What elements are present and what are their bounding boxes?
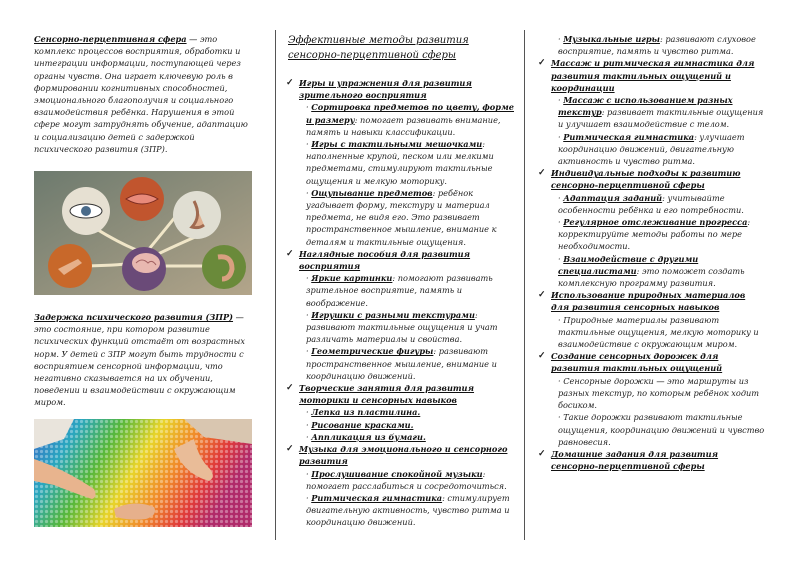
text-run: Массаж с использованием разных текстур	[558, 95, 733, 118]
bullet-visual-aids: Наглядные пособия для развития восприятия	[299, 248, 471, 272]
text-run: : развивают пространственное мышление, внимание и координацию движений.	[306, 346, 497, 381]
text-run: : развивает тактильные ощущения и улучшает взаимодействие с телом.	[558, 107, 764, 130]
text-line: · Сенсорные дорожки — это маршруты из разных текстур, по которым ребёнок ходит босиком.	[558, 375, 760, 411]
bullet-visual-games: Игры и упражнения для развития зрительного восприятия	[299, 78, 472, 101]
text-run: : помогает развивать внимание, память и навыки классификации.	[306, 114, 501, 137]
text-line	[540, 57, 766, 94]
text-run: Рисование красками.	[311, 419, 414, 430]
bullet-music: Музыка для эмоционального и сенсорного развития	[299, 444, 508, 467]
text-line	[540, 350, 766, 374]
senses-illustration	[34, 171, 252, 295]
text-line: · Взаимодействие с другими специалистами: это поможет создать комплексную программу развития.	[558, 253, 745, 289]
column-right	[524, 0, 800, 566]
bullet-individual: Индивидуальные подходы к развитию сенсорно-перцептивной сферы	[551, 168, 741, 191]
bullet-sensory-paths: Создание сенсорных дорожек для развития тактильных ощущений	[551, 351, 723, 374]
text-line: · Игрушки с разными текстурами: развивают тактильные ощущения и учат различать материалы и свойства.	[306, 309, 498, 345]
text-run: : стимулирует двигательную активность, чувство ритма и координацию движений.	[306, 492, 510, 528]
text-run: Сортировка предметов по цвету, форме и размеру	[306, 102, 514, 125]
text-run: Регулярное отслеживание прогресса	[563, 217, 748, 228]
text-run: Игрушки с разными текстурами	[311, 309, 475, 320]
text-line: · Музыкальные игры: развивают слуховое восприятие, память и чувство ритма.	[558, 34, 756, 57]
text-line: · Ритмическая гимнастика: стимулирует двигательную активность, чувство ритма и координацию движений.	[306, 492, 510, 528]
text-run: Адаптация заданий	[563, 192, 663, 203]
bullet-natural: Использование природных материалов для развития сенсорных навыков	[551, 290, 746, 313]
text-line: · Природные материалы развивают тактильные ощущения, мелкую моторику и взаимодействие с окружающим миром.	[558, 314, 759, 350]
text-run: Прослушивание спокойной музыки	[311, 468, 483, 479]
text-run: Яркие картинки	[311, 273, 393, 284]
bullet-creative: Творческие занятия для развития моторики и сенсорных навыков	[299, 383, 475, 406]
text-line	[540, 289, 766, 313]
text-line: · Массаж с использованием разных текстур: развивает тактильные ощущения и улучшает взаимодействие с телом.	[558, 95, 764, 130]
zpr-paragraph	[34, 311, 252, 409]
text-line: · Яркие картинки: помогают развивать зрительное восприятие, память и воображение.	[306, 273, 493, 308]
text-run: : развивают тактильные ощущения и учат различать материалы и свойства.	[306, 309, 498, 345]
ear-bubble	[202, 245, 246, 289]
text-run: Ощупывание предметов	[311, 187, 433, 198]
text-run: : улучшает координацию движений, двигательную активность и чувство ритма.	[558, 131, 745, 167]
text-line: · Ритмическая гимнастика: улучшает координацию движений, двигательную активность и чувство ритма.	[558, 131, 745, 167]
text-run: : помогают развивать зрительное восприятие, память и воображение.	[306, 273, 493, 308]
text-line: · Сортировка предметов по цвету, форме и размеру: помогает развивать внимание, память и навыки классификации.	[306, 102, 514, 137]
text-run: Ритмическая гимнастика	[563, 131, 695, 142]
text-line	[540, 448, 766, 472]
text-run: Такие дорожки развивают тактильные ощущения, координацию движений и чувство равновесия.	[558, 412, 765, 447]
intro-paragraph	[34, 33, 252, 155]
text-line: · Рисование красками.	[306, 419, 414, 430]
text-run: : это поможет создать комплексную программу развития.	[558, 265, 745, 289]
column-middle	[270, 0, 524, 566]
text-line	[288, 77, 514, 101]
text-line: · Игры с тактильными мешочками: наполненные крупой, песком или мелкими предметами, стимулируют тактильные ощущения и мелкую моторику.	[306, 139, 494, 186]
text-line	[288, 443, 514, 467]
column-left	[0, 0, 270, 566]
text-run: Музыкальные игры	[563, 34, 660, 44]
text-run: : наполненные крупой, песком или мелкими предметами, стимулируют тактильные ощущения и мелкую моторику.	[306, 139, 494, 186]
text-run: : развивают слуховое восприятие, память и чувство ритма.	[558, 34, 756, 57]
zpr-term: Задержка психического развития (ЗПР)	[34, 312, 234, 322]
methods-continued	[540, 33, 766, 472]
zpr-text: — это состояние, при котором развитие психических функций отстаёт от возрастных норм. У детей с ЗПР могут быть трудности с восприятием сенсорной информации, что негативно сказывается на их обучении, поведении и взаимодействии с окружающим миром.	[34, 312, 245, 408]
text-line: · Прослушивание спокойной музыки: помогает расслабиться и сосредоточиться.	[306, 468, 507, 491]
text-line	[288, 248, 514, 272]
text-line: · Такие дорожки развивают тактильные ощущения, координацию движений и чувство равновесия.	[558, 412, 765, 447]
intro-text: — это комплекс процессов восприятия, обработки и интеграции информации, поступающей через органы чувств. Она играет ключевую роль в формировании когнитивных способностей, эмоционального благополучия и социального взаимодействия ребёнка. Нарушения в этой сфере могут затруднять обучение, адаптацию и социализацию детей с задержкой психического развития (ЗПР).	[34, 34, 248, 154]
text-run: : учитывайте особенности ребёнка и его потребности.	[558, 192, 744, 215]
text-line: · Лепка из пластилина.	[306, 407, 421, 418]
methods-title: Эффективные методы развития сенсорно-перцептивной сферы	[288, 35, 469, 61]
text-run: Ритмическая гимнастика	[311, 492, 443, 503]
text-run: Игры с тактильными мешочками	[311, 139, 483, 150]
text-run: Аппликация из бумаги.	[311, 431, 426, 442]
text-run: : помогает расслабиться и сосредоточиться.	[306, 468, 507, 491]
text-run: Сенсорные дорожки — это маршруты из разных текстур, по которым ребёнок ходит босиком.	[558, 375, 760, 411]
colored-beads-photo	[34, 419, 252, 527]
text-run: : ребёнок угадывает форму, текстуру и материал предмета, не видя его. Это развивает пространственное мышление, внимание к деталям и тактильные ощущения.	[306, 187, 497, 247]
text-line: · Аппликация из бумаги.	[306, 431, 426, 442]
text-run: Природные материалы развивают тактильные ощущения, мелкую моторику и взаимодействие с окружающим миром.	[558, 314, 759, 350]
bullet-homework: Домашние задания для развития сенсорно-перцептивной сферы	[551, 448, 719, 472]
text-line	[34, 311, 252, 409]
text-line: · Адаптация заданий: учитывайте особенности ребёнка и его потребности.	[558, 192, 744, 215]
text-line: · Ощупывание предметов: ребёнок угадывает форму, текстуру и материал предмета, не видя его. Это развивает пространственное мышление, внимание к деталям и тактильные ощущения.	[306, 187, 497, 247]
text-line	[540, 167, 766, 191]
text-run: Геометрические фигуры	[311, 346, 434, 357]
text-line	[288, 382, 514, 406]
text-line: · Геометрические фигуры: развивают пространственное мышление, внимание и координацию движений.	[306, 346, 497, 381]
bullet-massage: Массаж и ритмическая гимнастика для развития тактильных ощущений и координации	[551, 58, 755, 93]
text-run: Взаимодействие с другими специалистами	[558, 253, 699, 276]
text-run: : корректируйте методы работы по мере необходимости.	[558, 217, 751, 252]
text-line	[34, 33, 252, 155]
intro-term: Сенсорно-перцептивная сфера	[34, 34, 187, 44]
text-run: Лепка из пластилина.	[311, 407, 421, 418]
methods-section	[288, 33, 514, 529]
text-line: · Регулярное отслеживание прогресса: корректируйте методы работы по мере необходимости.	[558, 217, 751, 252]
